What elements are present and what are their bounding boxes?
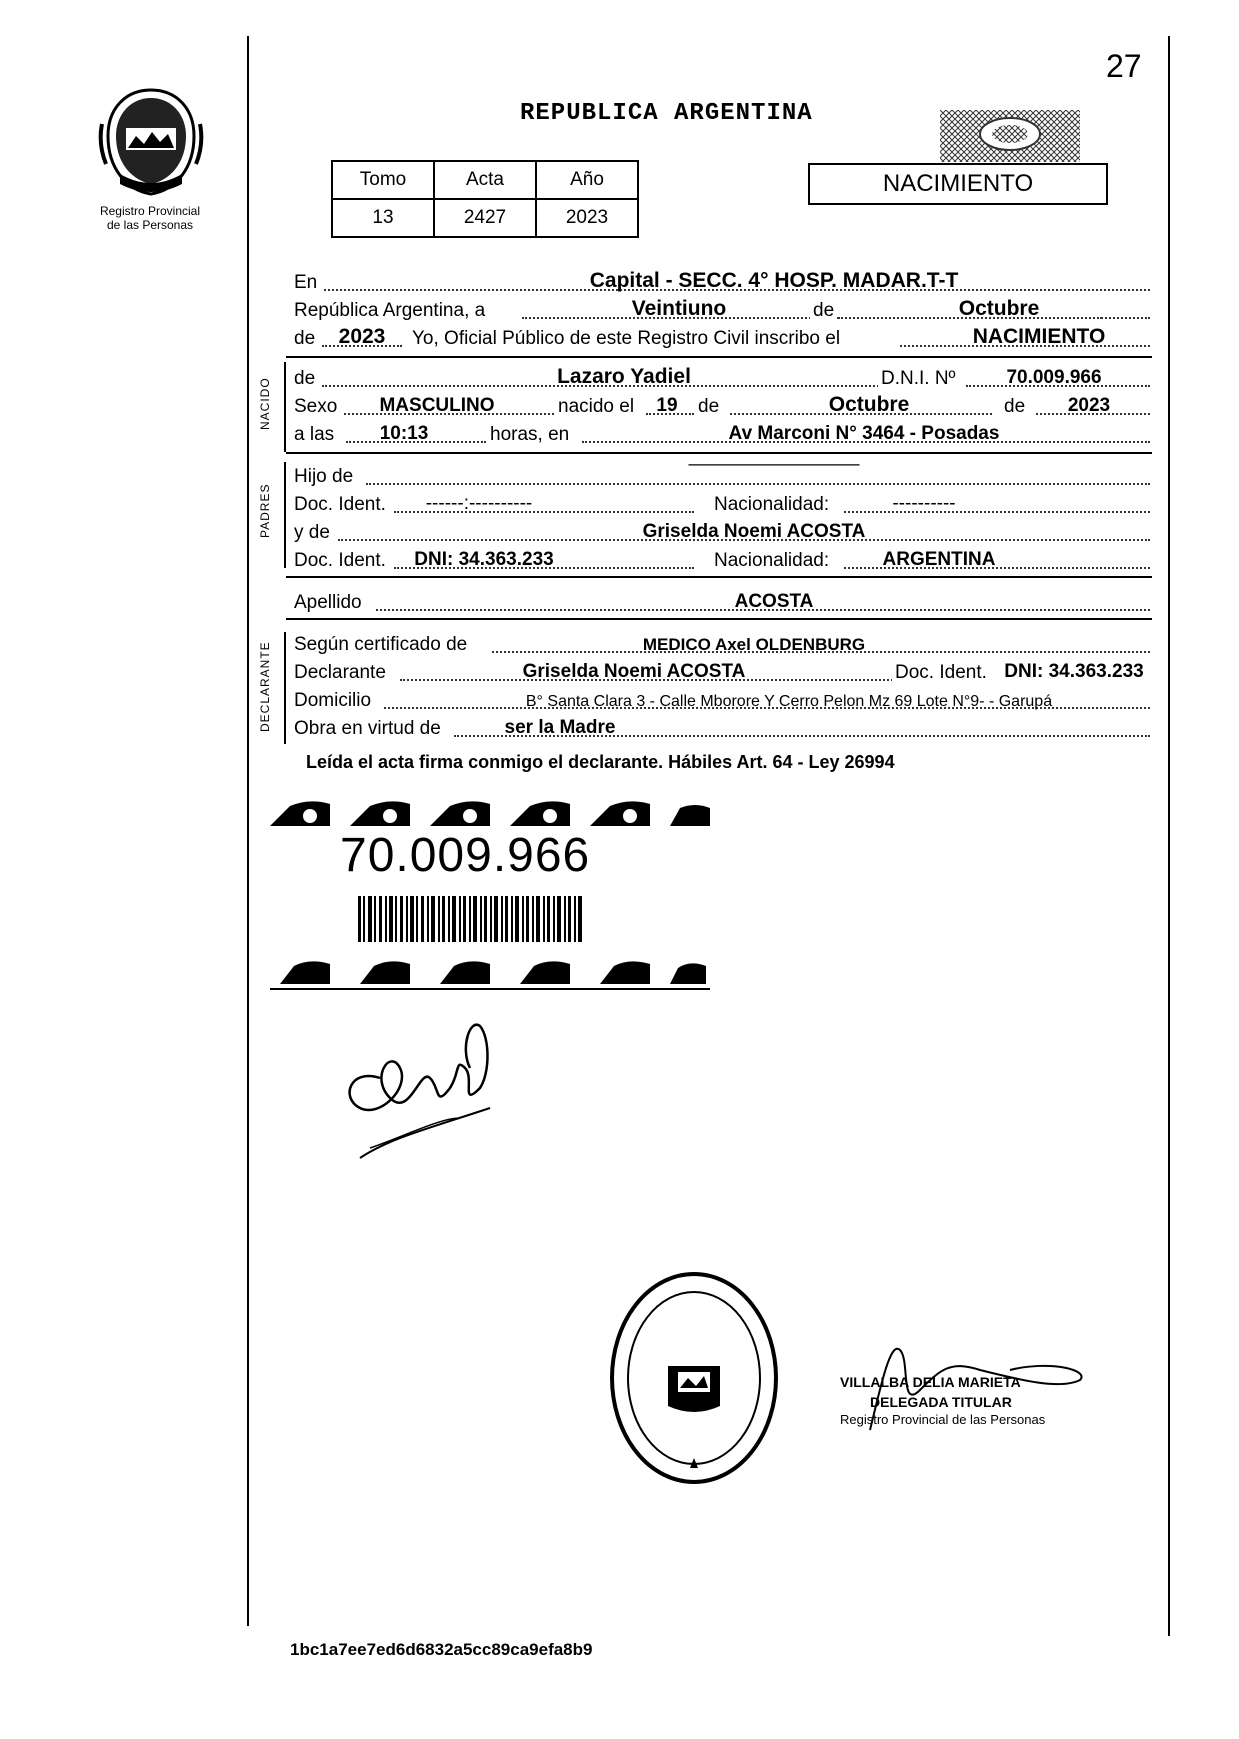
- row-hijo: [294, 454, 1152, 490]
- organization-line1: Registro Provincial: [99, 204, 201, 218]
- organization-name: [80, 204, 220, 232]
- row-apellido: [294, 588, 1152, 616]
- security-hologram: [940, 110, 1080, 162]
- value-segun: MEDICO Axel OLDENBURG: [642, 635, 866, 654]
- value-nac1: ----------: [892, 493, 956, 514]
- value-tomo: 13: [332, 199, 434, 237]
- value-nac-mes: Octubre: [828, 393, 910, 416]
- label-sexo: Sexo: [294, 396, 338, 417]
- value-doc2: DNI: 34.363.233: [414, 549, 554, 570]
- label-domicilio: Domicilio: [294, 690, 372, 711]
- label-yo: Yo, Oficial Público de este Registro Civil inscribo el: [412, 328, 841, 349]
- value-nombre: Lazaro Yadiel: [557, 365, 691, 388]
- declarante-bracket: [284, 632, 286, 744]
- label-declarante: Declarante: [294, 662, 386, 683]
- value-doc3: DNI: 34.363.233: [1004, 661, 1144, 682]
- padres-bracket: [284, 462, 286, 568]
- declarante-signature: [340, 1018, 510, 1168]
- value-nac-anio: 2023: [1067, 395, 1111, 416]
- value-nac2: ARGENTINA: [882, 549, 996, 570]
- header-anio: Año: [536, 161, 638, 199]
- value-inscribe: NACIMIENTO: [972, 325, 1106, 348]
- value-mes: Octubre: [958, 297, 1040, 320]
- record-table: [331, 160, 639, 238]
- row-hora: [294, 420, 1152, 448]
- label-de-nombre: de: [294, 368, 316, 389]
- label-nac2: Nacionalidad:: [714, 550, 830, 571]
- official-name: VILLALBA DELIA MARIETA: [840, 1374, 1021, 1390]
- security-pattern-bottom: [270, 958, 710, 990]
- official-role: DELEGADA TITULAR: [870, 1394, 1012, 1410]
- divider-apellido: [286, 618, 1152, 620]
- row-republica: [294, 296, 1152, 324]
- value-nac-dia: 19: [656, 395, 678, 416]
- label-segun: Según certificado de: [294, 634, 468, 655]
- value-declarante: Griselda Noemi ACOSTA: [522, 661, 746, 682]
- divider-padres: [286, 576, 1152, 578]
- label-hijo: Hijo de: [294, 466, 354, 487]
- nacido-bracket: [284, 362, 286, 452]
- divider-header: [286, 356, 1152, 358]
- value-dni: 70.009.966: [1006, 367, 1102, 388]
- value-obra: ser la Madre: [504, 717, 616, 738]
- label-nac-de: de: [698, 396, 720, 417]
- label-nacido: nacido el: [558, 396, 635, 417]
- value-apellido: ACOSTA: [734, 591, 814, 612]
- label-dni: D.N.I. Nº: [878, 368, 959, 390]
- value-en: Capital - SECC. 4° HOSP. MADAR.T-T: [589, 269, 959, 292]
- label-en: En: [294, 272, 318, 293]
- value-acta: 2427: [434, 199, 536, 237]
- label-de-mes: de: [810, 300, 837, 322]
- value-anio: 2023: [536, 199, 638, 237]
- label-nac1: Nacionalidad:: [714, 494, 830, 515]
- section-nacido: NACIDO: [258, 377, 272, 430]
- row-declarante: [294, 658, 1152, 686]
- record-table-header: [332, 161, 638, 199]
- label-horas: horas, en: [490, 424, 570, 445]
- row-anio: [294, 324, 1152, 352]
- row-segun: [294, 630, 1152, 658]
- label-alas: a las: [294, 424, 335, 445]
- header-tomo: Tomo: [332, 161, 434, 199]
- label-republica: República Argentina, a: [294, 300, 486, 321]
- left-margin-line: [247, 36, 249, 1626]
- section-padres: PADRES: [258, 483, 272, 538]
- record-type-box: NACIMIENTO: [808, 163, 1108, 205]
- label-doc3: Doc. Ident.: [892, 662, 990, 684]
- official-stamp-seal: [606, 1268, 782, 1494]
- closing-note: Leída el acta firma conmigo el declarante. Hábiles Art. 64 - Ley 26994: [306, 752, 895, 772]
- barcode: [358, 896, 584, 942]
- value-hijo: —————————: [688, 454, 860, 475]
- value-lugar: Av Marconi N° 3464 - Posadas: [728, 423, 1000, 444]
- row-obra: [294, 714, 1152, 742]
- row-domicilio: [294, 686, 1152, 714]
- row-en: [294, 268, 1152, 296]
- value-doc1: ------:----------: [425, 493, 533, 514]
- header-acta: Acta: [434, 161, 536, 199]
- document-title: REPUBLICA ARGENTINA: [520, 100, 813, 127]
- row-doc1: [294, 490, 1152, 518]
- label-obra: Obra en virtud de: [294, 718, 441, 739]
- row-madre: [294, 518, 1152, 546]
- label-doc2: Doc. Ident.: [294, 550, 386, 571]
- label-yde: y de: [294, 522, 330, 543]
- value-dia: Veintiuno: [631, 297, 727, 320]
- document-hash: 1bc1a7ee7ed6d6832a5cc89ca9efa8b9: [290, 1640, 593, 1659]
- page-number: 27: [1106, 48, 1142, 84]
- row-doc2: [294, 546, 1152, 574]
- value-madre: Griselda Noemi ACOSTA: [642, 521, 866, 542]
- row-sexo: [294, 392, 1152, 420]
- value-hora: 10:13: [379, 423, 429, 444]
- dni-large-number: 70.009.966: [340, 829, 591, 882]
- row-nombre: [294, 364, 1152, 392]
- label-apellido: Apellido: [294, 592, 362, 613]
- label-de-anio: de: [294, 328, 316, 349]
- organization-line2: de las Personas: [106, 218, 194, 232]
- right-margin-line: [1168, 36, 1170, 1636]
- value-sexo: MASCULINO: [379, 395, 495, 416]
- province-seal-logo: [96, 84, 206, 202]
- value-anio: 2023: [338, 325, 386, 348]
- label-doc1: Doc. Ident.: [294, 494, 386, 515]
- value-domicilio: B° Santa Clara 3 - Calle Mborore Y Cerro Pelon Mz 69 Lote N°9- - Garupá: [525, 693, 1053, 710]
- official-office: Registro Provincial de las Personas: [840, 1412, 1046, 1427]
- label-nac-de2: de: [1004, 396, 1026, 417]
- section-declarante: DECLARANTE: [258, 641, 272, 732]
- record-table-values: [332, 199, 638, 237]
